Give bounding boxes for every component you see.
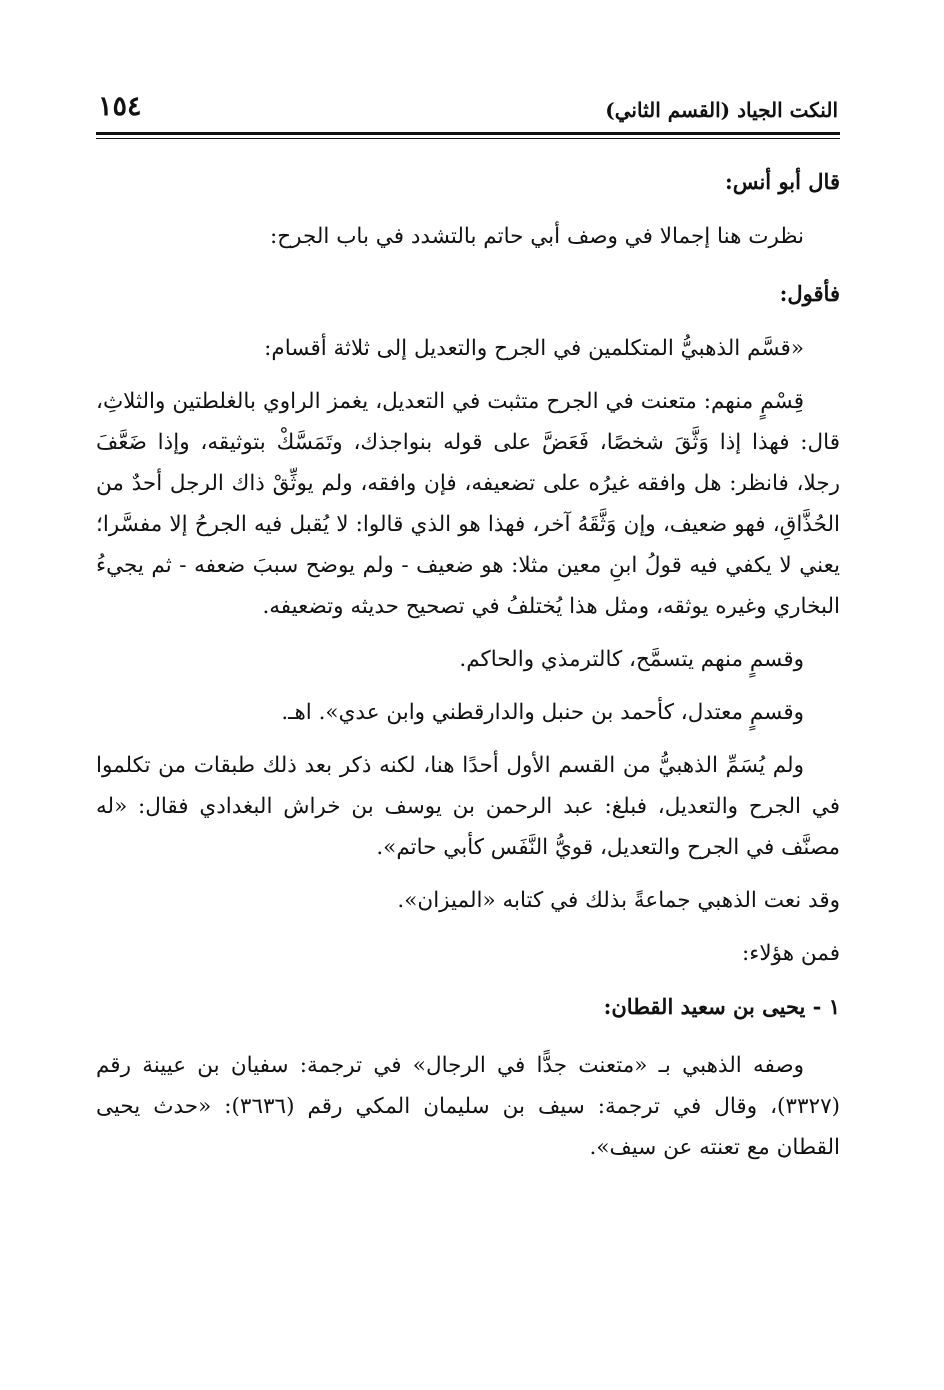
paragraph-yahya-description: وصفه الذهبي بـ «متعنت جدًّا في الرجال» في ترجمة: سفيان بن عيينة رقم (٣٣٢٧)، وقال في ترجمة: سيف بن سليمان المكي رقم (٣٦٣٦): «حدث يحيى القطان مع تعنته عن سيف». [96, 1053, 841, 1160]
paragraph-quote-start: «قسَّم الذهبيُّ المتكلمين في الجرح والتعديل إلى ثلاثة أقسام: [264, 336, 804, 361]
running-title: النكت الجياد (القسم الثاني) [605, 98, 838, 122]
paragraph-second-category: وقسمٍ منهم يتسمَّح، كالترمذي والحاكم. [459, 647, 804, 672]
paragraph-first-category: قِسْمٍ منهم: متعنت في الجرح متثبت في التعديل، يغمز الراوي بالغلطتين والثلاثِ، قال: فهذا إذا وَثَّقَ شخصًا، فَعَضَّ على قوله بنواجذك، وتَمَسَّكْ بتوثيقه، وإذا ضَعَّفَ رجلا، فانظر: هل وافقه غيرُه على تضعيفه، فإن وافقه، ولم يوثِّقْ ذاك الرجل أحدٌ من الحُذَّاقِ، فهو ضعيف، وإن وَثَّقَهُ آخر، فهذا هو الذي قالوا: لا يُقبل فيه الجرحُ إلا مفسَّرا؛ يعني لا يكفي فيه قولُ ابنِ معين مثلا: هو ضعيف - ولم يوضح سببَ ضعفه - ثم يجيءُ البخاري وغيره يوثقه، ومثل هذا يُختلفُ في تصحيح حديثه وتضعيفه. [96, 389, 840, 619]
document-page [96, 86, 840, 1168]
header-rule-thin [96, 138, 840, 139]
page-number: ١٥٤ [98, 91, 142, 122]
paragraph-third-category: وقسمٍ معتدل، كأحمد بن حنبل والدارقطني وابن عدي». اهـ. [281, 700, 804, 725]
heading-faqul: فأقول: [779, 281, 840, 306]
page-body [96, 161, 840, 1168]
page-header [96, 86, 840, 122]
paragraph-among-them: فمن هؤلاء: [742, 941, 840, 966]
paragraph-mizan: وقد نعت الذهبي جماعةً بذلك في كتابه «الميزان». [397, 888, 840, 913]
heading-abu-anas: قال أبو أنس: [724, 169, 840, 194]
paragraph-ibn-khirash: ولم يُسَمِّ الذهبيُّ من القسم الأول أحدًا هنا، لكنه ذكر بعد ذلك طبقات من تكلموا في الجرح والتعديل، فبلغ: عبد الرحمن بن يوسف بن خراش البغدادي فقال: «له مصنَّف في الجرح والتعديل، قويُّ النَّفَس كأبي حاتم». [96, 753, 840, 860]
heading-yahya-qattan: ١ - يحيى بن سعيد القطان: [603, 994, 840, 1019]
paragraph-intro: نظرت هنا إجمالا في وصف أبي حاتم بالتشدد في باب الجرح: [269, 224, 804, 249]
header-rule-thick [96, 132, 840, 135]
